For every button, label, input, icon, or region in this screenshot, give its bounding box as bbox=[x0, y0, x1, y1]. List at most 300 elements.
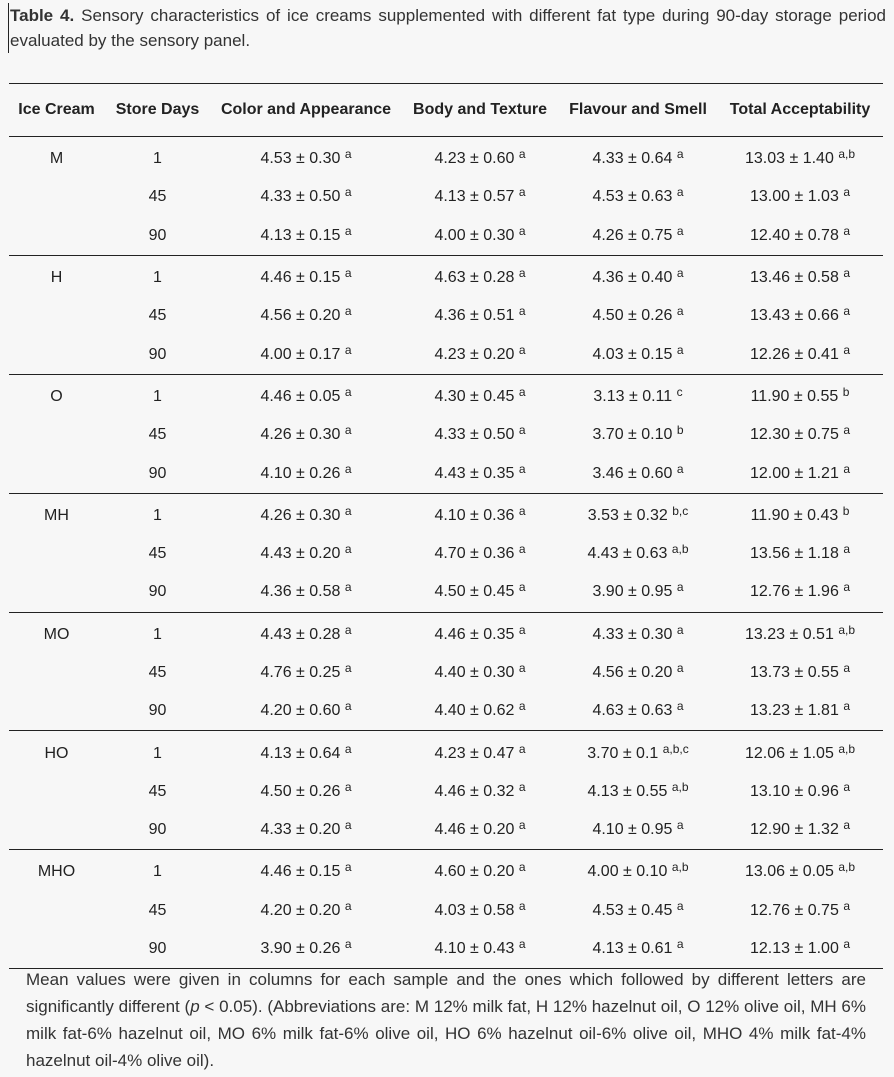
footnote-text-1: Mean values were given in columns for each sample and the ones which followed by different letters are significantly different ( bbox=[26, 970, 866, 1016]
table-row bbox=[9, 612, 883, 654]
body-texture-cell bbox=[401, 297, 559, 335]
significance-letter: a bbox=[843, 542, 850, 557]
table-row bbox=[9, 930, 883, 969]
significance-letter: a bbox=[518, 342, 526, 357]
cell-value: 13.23 ± 1.81 bbox=[750, 702, 839, 720]
body-texture-cell bbox=[401, 178, 559, 216]
table-caption bbox=[8, 3, 886, 53]
significance-letter: b bbox=[842, 503, 850, 518]
total-acceptability-cell bbox=[717, 493, 883, 535]
cell-value: 4.56 ± 0.20 bbox=[592, 664, 673, 681]
cell-value: 4.00 ± 0.30 bbox=[434, 226, 515, 244]
cell-value: 4.13 ± 0.55 bbox=[587, 782, 668, 800]
cell-value: 11.90 ± 0.43 bbox=[750, 506, 839, 524]
ice-cream-cell bbox=[9, 178, 104, 216]
total-acceptability-cell bbox=[717, 892, 883, 930]
body-texture-cell bbox=[401, 850, 559, 892]
color-appearance-cell bbox=[211, 416, 401, 454]
significance-letter: a bbox=[676, 818, 684, 833]
table-row bbox=[9, 892, 883, 930]
ice-cream-cell bbox=[9, 892, 104, 930]
cell-value: 4.36 ± 0.58 bbox=[260, 583, 341, 601]
color-appearance-cell bbox=[211, 692, 401, 731]
ice-cream-cell bbox=[9, 217, 104, 256]
cell-value: 13.23 ± 0.51 bbox=[745, 625, 834, 643]
cell-value: 13.03 ± 1.40 bbox=[745, 150, 834, 168]
significance-letter: a,b bbox=[671, 542, 689, 557]
cell-value: 4.36 ± 0.40 bbox=[592, 269, 673, 287]
cell-value: 4.33 ± 0.30 bbox=[592, 625, 673, 643]
flavour-smell-cell bbox=[559, 892, 717, 930]
significance-letter: a bbox=[518, 937, 526, 952]
color-appearance-cell bbox=[211, 892, 401, 930]
color-appearance-cell bbox=[211, 137, 401, 179]
cell-value: 4.13 ± 0.57 bbox=[434, 188, 515, 206]
cell-value: 3.90 ± 0.95 bbox=[592, 583, 673, 601]
color-appearance-cell bbox=[211, 850, 401, 892]
significance-letter: a bbox=[843, 266, 850, 281]
ice-cream-cell bbox=[9, 454, 104, 493]
store-days-cell: 1 bbox=[153, 744, 162, 762]
cell-value: 4.00 ± 0.17 bbox=[260, 345, 341, 363]
significance-letter: a bbox=[344, 503, 352, 518]
significance-letter: a bbox=[518, 779, 526, 794]
color-appearance-cell bbox=[211, 811, 401, 850]
ice-cream-cell: M bbox=[49, 150, 64, 168]
store-days-cell: 90 bbox=[148, 583, 167, 601]
body-texture-cell bbox=[401, 493, 559, 535]
table-row bbox=[9, 811, 883, 850]
cell-value: 4.50 ± 0.45 bbox=[434, 583, 515, 601]
cell-value: 4.20 ± 0.60 bbox=[260, 702, 341, 720]
cell-value: 4.03 ± 0.58 bbox=[434, 901, 515, 919]
cell-value: 4.40 ± 0.30 bbox=[434, 664, 515, 681]
cell-value: 4.76 ± 0.25 bbox=[260, 664, 341, 681]
cell-value: 4.30 ± 0.45 bbox=[434, 387, 515, 405]
body-texture-cell bbox=[401, 773, 559, 811]
flavour-smell-cell bbox=[559, 535, 717, 573]
color-appearance-cell bbox=[211, 573, 401, 612]
color-appearance-cell bbox=[211, 335, 401, 374]
store-days-cell: 1 bbox=[153, 269, 162, 287]
flavour-smell-cell bbox=[559, 374, 717, 416]
cell-value: 12.26 ± 0.41 bbox=[750, 345, 839, 363]
significance-letter: a bbox=[344, 580, 352, 595]
significance-letter: a bbox=[344, 342, 352, 357]
store-days-cell: 1 bbox=[153, 506, 162, 524]
cell-value: 4.46 ± 0.15 bbox=[260, 269, 341, 287]
significance-letter: a bbox=[518, 661, 526, 675]
cell-value: 4.33 ± 0.20 bbox=[260, 821, 341, 839]
total-acceptability-cell bbox=[717, 612, 883, 654]
total-acceptability-cell bbox=[717, 654, 883, 692]
cell-value: 12.13 ± 1.00 bbox=[750, 940, 839, 958]
store-days-cell: 45 bbox=[148, 307, 167, 325]
store-days-cell: 1 bbox=[153, 387, 162, 405]
significance-letter: a bbox=[344, 898, 352, 913]
cell-value: 3.13 ± 0.11 bbox=[593, 387, 673, 405]
table-row bbox=[9, 217, 883, 256]
store-days-cell: 90 bbox=[148, 702, 167, 720]
color-appearance-cell bbox=[211, 731, 401, 773]
cell-value: 12.76 ± 1.96 bbox=[750, 583, 839, 601]
significance-letter: a bbox=[676, 147, 684, 162]
color-appearance-cell bbox=[211, 255, 401, 297]
significance-letter: a bbox=[676, 461, 684, 476]
significance-letter: a,b,c bbox=[662, 741, 689, 756]
body-texture-cell bbox=[401, 535, 559, 573]
header-total-acceptability: Total Acceptability bbox=[729, 101, 871, 118]
significance-letter: a bbox=[843, 185, 850, 200]
store-days-cell: 45 bbox=[148, 664, 167, 681]
significance-letter: a bbox=[518, 223, 526, 238]
footnote-text-2: < 0.05). (Abbreviations are: M 12% milk fat, H 12% hazelnut oil, O 12% olive oil, MH 6% milk fat-6% hazelnut oil, MO 6% milk fat-6% olive oil, HO 6% hazelnut oil-6% olive oil, MHO 4% milk fat-4% hazelnut oil-4% olive oil). bbox=[26, 997, 867, 1070]
significance-letter: a bbox=[344, 699, 352, 714]
significance-letter: a bbox=[344, 542, 352, 557]
cell-value: 4.03 ± 0.15 bbox=[592, 345, 673, 363]
significance-letter: a bbox=[676, 699, 684, 714]
color-appearance-cell bbox=[211, 654, 401, 692]
cell-value: 4.13 ± 0.15 bbox=[260, 226, 341, 244]
cell-value: 4.10 ± 0.36 bbox=[434, 506, 515, 524]
color-appearance-cell bbox=[211, 612, 401, 654]
table-row bbox=[9, 137, 883, 179]
significance-letter: a bbox=[843, 779, 850, 794]
color-appearance-cell bbox=[211, 454, 401, 493]
cell-value: 4.10 ± 0.43 bbox=[434, 940, 515, 958]
significance-letter: a bbox=[843, 304, 850, 319]
significance-letter: a bbox=[518, 860, 526, 875]
table-row bbox=[9, 178, 883, 216]
body-texture-cell bbox=[401, 892, 559, 930]
significance-letter: a bbox=[843, 423, 850, 438]
sample-group bbox=[9, 850, 883, 969]
significance-letter: a bbox=[518, 384, 526, 399]
significance-letter: a bbox=[843, 580, 850, 595]
cell-value: 3.46 ± 0.60 bbox=[592, 464, 673, 482]
flavour-smell-cell bbox=[559, 178, 717, 216]
store-days-cell: 45 bbox=[148, 782, 167, 800]
significance-letter: a bbox=[518, 503, 526, 518]
flavour-smell-cell bbox=[559, 217, 717, 256]
flavour-smell-cell bbox=[559, 654, 717, 692]
color-appearance-cell bbox=[211, 374, 401, 416]
significance-letter: a bbox=[518, 699, 526, 714]
body-texture-cell bbox=[401, 573, 559, 612]
cell-value: 4.00 ± 0.10 bbox=[587, 863, 668, 881]
cell-value: 4.70 ± 0.36 bbox=[434, 545, 515, 563]
color-appearance-cell bbox=[211, 493, 401, 535]
table-row bbox=[9, 731, 883, 773]
body-texture-cell bbox=[401, 137, 559, 179]
cell-value: 12.40 ± 0.78 bbox=[750, 226, 839, 244]
header-flavour-smell: Flavour and Smell bbox=[569, 101, 707, 118]
color-appearance-cell bbox=[211, 297, 401, 335]
ice-cream-cell bbox=[9, 773, 104, 811]
cell-value: 13.06 ± 0.05 bbox=[745, 863, 834, 881]
total-acceptability-cell bbox=[717, 416, 883, 454]
store-days-cell: 45 bbox=[148, 545, 167, 563]
color-appearance-cell bbox=[211, 178, 401, 216]
flavour-smell-cell bbox=[559, 573, 717, 612]
table-row bbox=[9, 573, 883, 612]
total-acceptability-cell bbox=[717, 692, 883, 731]
store-days-cell: 1 bbox=[153, 625, 162, 643]
cell-value: 4.13 ± 0.61 bbox=[592, 940, 673, 958]
cell-value: 4.10 ± 0.95 bbox=[592, 821, 673, 839]
header-store-days: Store Days bbox=[115, 101, 200, 118]
flavour-smell-cell bbox=[559, 692, 717, 731]
body-texture-cell bbox=[401, 416, 559, 454]
significance-letter: a bbox=[676, 185, 684, 200]
ice-cream-cell bbox=[9, 335, 104, 374]
total-acceptability-cell bbox=[717, 217, 883, 256]
flavour-smell-cell bbox=[559, 137, 717, 179]
ice-cream-cell bbox=[9, 535, 104, 573]
significance-letter: a bbox=[843, 342, 850, 357]
total-acceptability-cell bbox=[717, 255, 883, 297]
ice-cream-cell bbox=[9, 811, 104, 850]
cell-value: 4.63 ± 0.63 bbox=[592, 702, 673, 720]
significance-letter: b,c bbox=[672, 503, 689, 518]
table-row bbox=[9, 692, 883, 731]
total-acceptability-cell bbox=[717, 454, 883, 493]
flavour-smell-cell bbox=[559, 612, 717, 654]
total-acceptability-cell bbox=[717, 930, 883, 969]
table-row bbox=[9, 374, 883, 416]
ice-cream-cell: H bbox=[50, 269, 63, 287]
significance-letter: c bbox=[676, 384, 683, 399]
ice-cream-cell: MHO bbox=[37, 863, 76, 881]
significance-letter: a bbox=[344, 304, 352, 319]
cell-value: 4.46 ± 0.15 bbox=[260, 863, 341, 881]
significance-letter: a bbox=[518, 304, 526, 319]
significance-letter: a bbox=[518, 741, 526, 756]
significance-letter: a bbox=[676, 223, 684, 238]
cell-value: 4.33 ± 0.64 bbox=[592, 150, 673, 168]
body-texture-cell bbox=[401, 454, 559, 493]
cell-value: 12.76 ± 0.75 bbox=[750, 901, 839, 919]
cell-value: 4.46 ± 0.35 bbox=[434, 625, 515, 643]
flavour-smell-cell bbox=[559, 493, 717, 535]
significance-letter: a bbox=[676, 661, 684, 675]
significance-letter: a bbox=[676, 304, 684, 319]
cell-value: 4.53 ± 0.63 bbox=[592, 188, 673, 206]
cell-value: 3.53 ± 0.32 bbox=[587, 506, 668, 524]
ice-cream-cell: O bbox=[50, 387, 63, 405]
ice-cream-cell: MH bbox=[44, 506, 69, 524]
body-texture-cell bbox=[401, 374, 559, 416]
cell-value: 4.43 ± 0.35 bbox=[434, 464, 515, 482]
ice-cream-cell bbox=[9, 297, 104, 335]
ice-cream-cell: MO bbox=[43, 625, 70, 643]
cell-value: 4.26 ± 0.30 bbox=[260, 506, 341, 524]
significance-letter: a bbox=[344, 741, 352, 756]
significance-letter: a bbox=[344, 384, 352, 399]
significance-letter: a bbox=[344, 223, 352, 238]
flavour-smell-cell bbox=[559, 297, 717, 335]
cell-value: 4.43 ± 0.63 bbox=[587, 545, 668, 563]
cell-value: 13.00 ± 1.03 bbox=[750, 188, 839, 206]
significance-letter: a bbox=[344, 147, 352, 162]
significance-letter: a,b bbox=[838, 860, 855, 875]
cell-value: 4.33 ± 0.50 bbox=[434, 426, 515, 444]
cell-value: 4.10 ± 0.26 bbox=[260, 464, 341, 482]
significance-letter: a bbox=[676, 342, 684, 357]
cell-value: 4.13 ± 0.64 bbox=[260, 744, 341, 762]
table-row bbox=[9, 773, 883, 811]
significance-letter: a bbox=[344, 661, 352, 675]
significance-letter: a,b bbox=[671, 779, 689, 794]
store-days-cell: 1 bbox=[153, 863, 162, 881]
cell-value: 13.46 ± 0.58 bbox=[750, 269, 839, 287]
body-texture-cell bbox=[401, 811, 559, 850]
cell-value: 4.20 ± 0.20 bbox=[260, 901, 341, 919]
total-acceptability-cell bbox=[717, 178, 883, 216]
significance-letter: a bbox=[344, 423, 352, 438]
significance-letter: a bbox=[518, 266, 526, 281]
sample-group bbox=[9, 612, 883, 731]
flavour-smell-cell bbox=[559, 930, 717, 969]
significance-letter: a bbox=[344, 860, 352, 875]
cell-value: 11.90 ± 0.55 bbox=[750, 387, 839, 405]
flavour-smell-cell bbox=[559, 335, 717, 374]
flavour-smell-cell bbox=[559, 255, 717, 297]
cell-value: 4.50 ± 0.26 bbox=[592, 307, 673, 325]
ice-cream-cell bbox=[9, 416, 104, 454]
cell-value: 4.43 ± 0.28 bbox=[260, 625, 341, 643]
significance-letter: a bbox=[843, 699, 850, 714]
color-appearance-cell bbox=[211, 773, 401, 811]
significance-letter: a bbox=[518, 898, 526, 913]
significance-letter: a bbox=[843, 818, 850, 833]
ice-cream-cell bbox=[9, 930, 104, 969]
total-acceptability-cell bbox=[717, 335, 883, 374]
store-days-cell: 90 bbox=[148, 940, 167, 958]
significance-letter: a bbox=[518, 622, 526, 637]
cell-value: 3.90 ± 0.26 bbox=[260, 940, 341, 958]
cell-value: 4.60 ± 0.20 bbox=[434, 863, 515, 881]
sensory-table bbox=[9, 83, 883, 969]
sample-group bbox=[9, 731, 883, 850]
significance-letter: a bbox=[676, 622, 684, 637]
total-acceptability-cell bbox=[717, 297, 883, 335]
store-days-cell: 90 bbox=[148, 821, 167, 839]
table-row bbox=[9, 255, 883, 297]
significance-letter: a bbox=[843, 937, 850, 952]
cell-value: 13.43 ± 0.66 bbox=[750, 307, 839, 325]
ice-cream-cell bbox=[9, 573, 104, 612]
cell-value: 4.26 ± 0.75 bbox=[592, 226, 673, 244]
caption-text: Sensory characteristics of ice creams supplemented with different fat type during 90-day storage period evaluated by the sensory panel. bbox=[10, 6, 886, 50]
cell-value: 4.23 ± 0.47 bbox=[434, 744, 515, 762]
total-acceptability-cell bbox=[717, 535, 883, 573]
significance-letter: a bbox=[843, 661, 850, 675]
cell-value: 4.36 ± 0.51 bbox=[434, 307, 515, 325]
ice-cream-cell: HO bbox=[44, 744, 69, 762]
store-days-cell: 90 bbox=[148, 464, 167, 482]
cell-value: 4.23 ± 0.20 bbox=[434, 345, 515, 363]
cell-value: 13.56 ± 1.18 bbox=[750, 545, 839, 563]
significance-letter: a bbox=[676, 266, 684, 281]
cell-value: 12.30 ± 0.75 bbox=[750, 426, 839, 444]
cell-value: 4.40 ± 0.62 bbox=[434, 702, 515, 720]
significance-letter: b bbox=[842, 384, 850, 399]
significance-letter: a bbox=[843, 898, 850, 913]
body-texture-cell bbox=[401, 654, 559, 692]
store-days-cell: 45 bbox=[148, 901, 167, 919]
cell-value: 12.00 ± 1.21 bbox=[750, 464, 839, 482]
body-texture-cell bbox=[401, 612, 559, 654]
cell-value: 4.33 ± 0.50 bbox=[260, 188, 341, 206]
significance-letter: a bbox=[518, 185, 526, 200]
header-body-texture: Body and Texture bbox=[413, 101, 547, 118]
color-appearance-cell bbox=[211, 217, 401, 256]
body-texture-cell bbox=[401, 335, 559, 374]
significance-letter: a bbox=[518, 461, 526, 476]
total-acceptability-cell bbox=[717, 137, 883, 179]
footnote-p-symbol: p bbox=[190, 997, 200, 1016]
color-appearance-cell bbox=[211, 930, 401, 969]
table-row bbox=[9, 850, 883, 892]
cell-value: 4.63 ± 0.28 bbox=[434, 269, 515, 287]
total-acceptability-cell bbox=[717, 811, 883, 850]
significance-letter: a bbox=[344, 185, 352, 200]
header-row bbox=[9, 84, 883, 137]
cell-value: 4.23 ± 0.60 bbox=[434, 150, 515, 168]
significance-letter: a bbox=[344, 622, 352, 637]
body-texture-cell bbox=[401, 692, 559, 731]
store-days-cell: 90 bbox=[148, 226, 167, 244]
flavour-smell-cell bbox=[559, 773, 717, 811]
flavour-smell-cell bbox=[559, 454, 717, 493]
significance-letter: a bbox=[344, 266, 352, 281]
cell-value: 12.90 ± 1.32 bbox=[750, 821, 839, 839]
cell-value: 4.46 ± 0.32 bbox=[434, 782, 515, 800]
significance-letter: a bbox=[518, 423, 526, 438]
significance-letter: a bbox=[676, 580, 684, 595]
significance-letter: a bbox=[518, 818, 526, 833]
flavour-smell-cell bbox=[559, 416, 717, 454]
body-texture-cell bbox=[401, 255, 559, 297]
significance-letter: a bbox=[344, 937, 352, 952]
table-row bbox=[9, 493, 883, 535]
significance-letter: a bbox=[843, 461, 850, 476]
significance-letter: a bbox=[344, 818, 352, 833]
significance-letter: a bbox=[344, 779, 352, 794]
store-days-cell: 90 bbox=[148, 345, 167, 363]
significance-letter: a bbox=[518, 580, 526, 595]
cell-value: 13.10 ± 0.96 bbox=[750, 782, 839, 800]
significance-letter: a bbox=[518, 542, 526, 557]
table-row bbox=[9, 654, 883, 692]
table-row bbox=[9, 535, 883, 573]
store-days-cell: 1 bbox=[153, 150, 162, 168]
body-texture-cell bbox=[401, 930, 559, 969]
flavour-smell-cell bbox=[559, 811, 717, 850]
sample-group bbox=[9, 255, 883, 374]
header-ice-cream: Ice Cream bbox=[18, 101, 95, 118]
cell-value: 3.70 ± 0.10 bbox=[592, 426, 673, 444]
cell-value: 4.43 ± 0.20 bbox=[260, 545, 341, 563]
table-row bbox=[9, 335, 883, 374]
cell-value: 4.46 ± 0.20 bbox=[434, 821, 515, 839]
total-acceptability-cell bbox=[717, 850, 883, 892]
table-footnote bbox=[26, 966, 866, 1074]
cell-value: 3.70 ± 0.1 bbox=[587, 744, 659, 762]
cell-value: 4.46 ± 0.05 bbox=[260, 387, 341, 405]
cell-value: 4.26 ± 0.30 bbox=[260, 426, 341, 444]
